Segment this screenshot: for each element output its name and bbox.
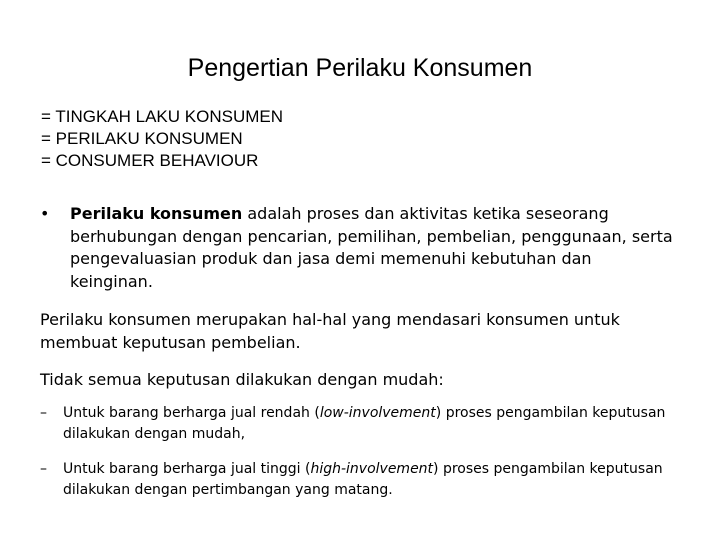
synonym-line: = PERILAKU KONSUMEN (41, 129, 243, 148)
dash-marker: – (40, 405, 47, 421)
sub-item-low-involvement (40, 403, 690, 445)
sub-item-term: low-involvement (319, 405, 436, 421)
synonym-line: = CONSUMER BEHAVIOUR (41, 151, 259, 170)
slide-title: Pengertian Perilaku Konsumen (187, 54, 533, 82)
dash-marker: – (40, 461, 47, 477)
synonym-line: = TINGKAH LAKU KONSUMEN (41, 107, 283, 126)
sub-item-text (63, 459, 683, 501)
sub-item-text-after: ) proses pengambilan keputusan dilakukan dengan pertimbangan yang matang. (63, 461, 663, 498)
bullet-marker: • (40, 204, 50, 223)
definition-text (70, 203, 678, 293)
synonym-list (41, 106, 283, 172)
definition-body: adalah proses dan aktivitas ketika seseorang berhubungan dengan pencarian, pemilihan, pembelian, penggunaan, serta pengevaluasian produk dan jasa demi memenuhi kebutuhan dan keinginan. (70, 204, 673, 291)
paragraph-decision-basis: Perilaku konsumen merupakan hal-hal yang mendasari konsumen untuk membuat keputusan pembelian. (40, 310, 620, 352)
sub-item-term: high-involvement (310, 461, 434, 477)
sub-item-high-involvement (40, 459, 690, 501)
sub-item-text (63, 403, 683, 445)
paragraph-decision-intro: Tidak semua keputusan dilakukan dengan mudah: (40, 370, 444, 389)
definition-term: Perilaku konsumen (70, 204, 243, 223)
sub-item-text-before: Untuk barang berharga jual rendah ( (63, 405, 320, 421)
definition-bullet (40, 203, 680, 293)
sub-item-text-before: Untuk barang berharga jual tinggi ( (63, 461, 311, 477)
sub-item-text-after: ) proses pengambilan keputusan dilakukan dengan mudah, (63, 405, 666, 442)
